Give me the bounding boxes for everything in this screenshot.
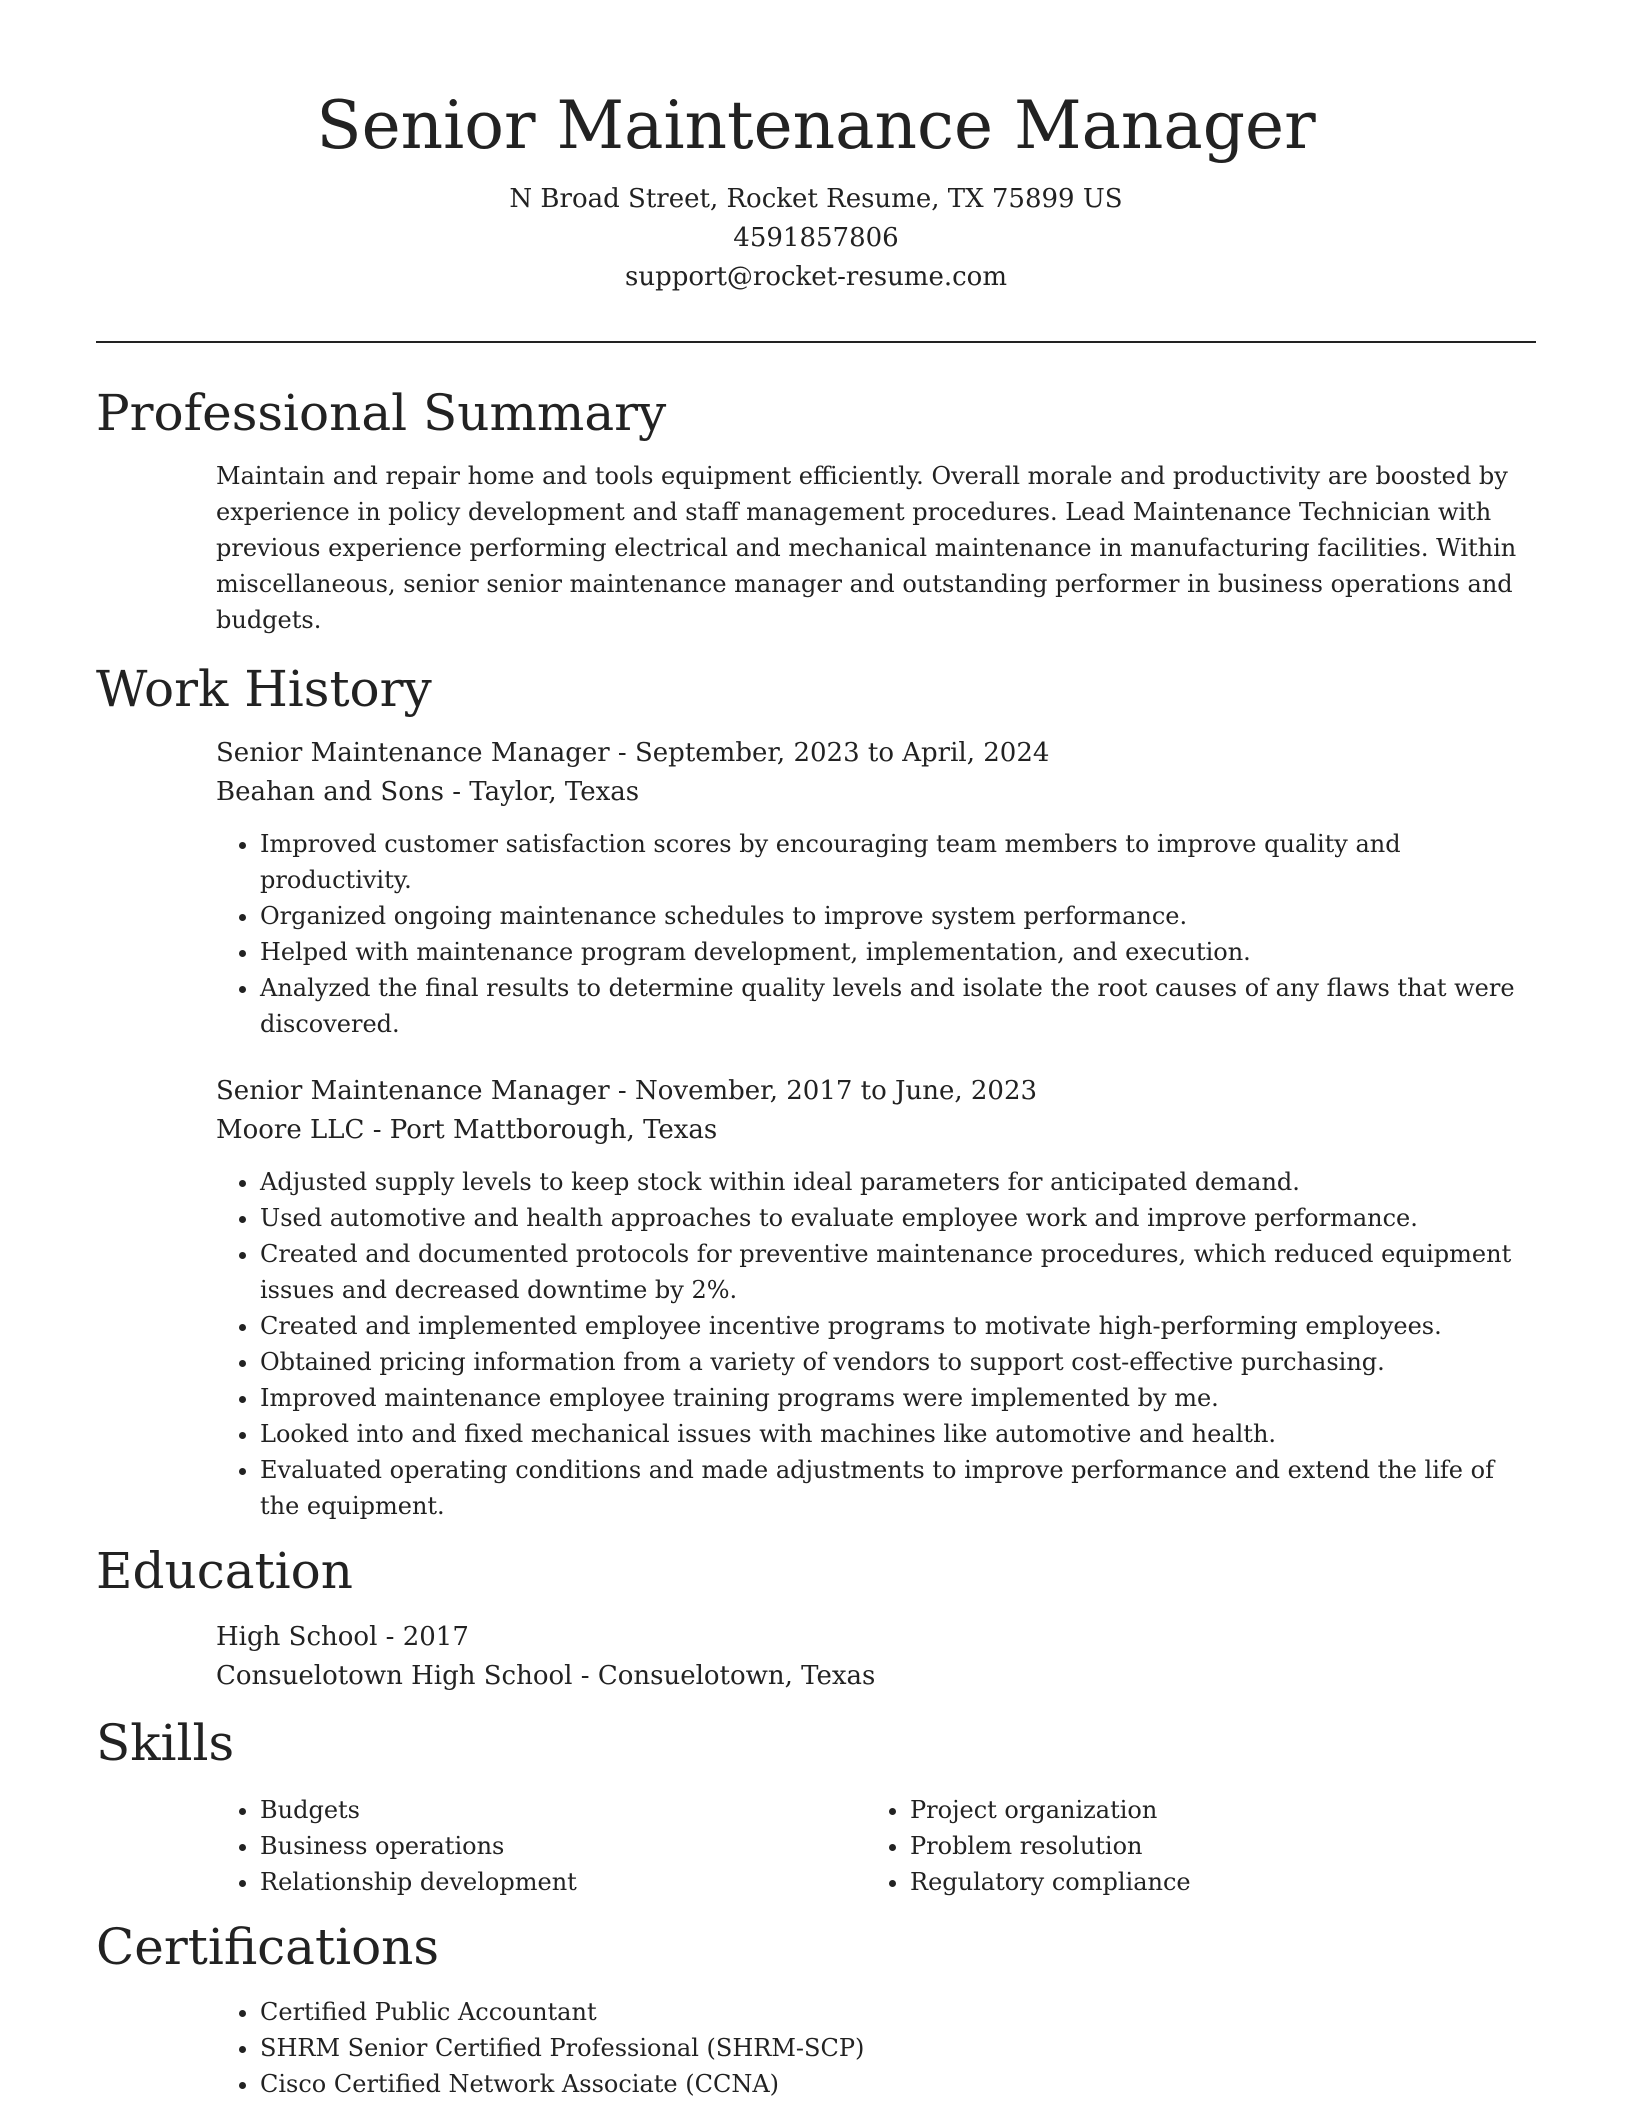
certifications-list [216, 1994, 1536, 2102]
job-company-line [216, 1111, 1536, 1150]
job-company: Beahan and Sons [216, 777, 444, 807]
candidate-name: Senior Maintenance Manager [316, 87, 1316, 164]
section-education [96, 1538, 1536, 1696]
contact-phone: 4591857806 [733, 223, 899, 253]
header-divider [96, 341, 1536, 343]
list-item: • Created and documented protocols for preventive maintenance procedures, which reduced equipment issues and decreased downtime by 2%. [260, 1236, 1536, 1308]
section-title-summary: Professional Summary [96, 384, 667, 442]
contact-email: support@rocket-resume.com [624, 262, 1007, 292]
job-role-line [216, 1072, 1536, 1111]
list-item: • SHRM Senior Certified Professional (SHRM-SCP) [260, 2030, 1536, 2066]
resume-header [0, 0, 1632, 297]
list-item: • Cisco Certified Network Associate (CCNA) [260, 2066, 1536, 2102]
summary-text: Maintain and repair home and tools equipment efficiently. Overall morale and productivity are boosted by experience in policy development and staff management procedures. Lead Maintenance Technician with previous experience performing electrical and mechanical maintenance in manufacturing facilities. Within miscellaneous, senior senior maintenance manager and outstanding performer in business operations and budgets. [216, 462, 1517, 634]
list-item: • Obtained pricing information from a variety of vendors to support cost-effective purchasing. [260, 1344, 1536, 1380]
resume-body [96, 380, 1536, 2116]
list-item: • Improved maintenance employee training programs were implemented by me. [260, 1380, 1536, 1416]
contact-block [0, 180, 1632, 297]
job-role: Senior Maintenance Manager [216, 738, 610, 768]
education-year: 2017 [402, 1622, 469, 1652]
job-dates: November, 2017 to June, 2023 [634, 1076, 1038, 1106]
list-item: • Created and implemented employee incentive programs to motivate high-performing employees. [260, 1308, 1536, 1344]
job-company-line [216, 773, 1536, 812]
job-dates: September, 2023 to April, 2024 [634, 738, 1050, 768]
job-bullets [216, 826, 1536, 1042]
job-separator: - [609, 1076, 635, 1106]
education-degree: High School [216, 1622, 378, 1652]
list-item: • Analyzed the final results to determine quality levels and isolate the root causes of any flaws that were discovered. [260, 970, 1536, 1042]
education-degree-line [216, 1618, 1536, 1657]
list-item: • Relationship development [260, 1864, 866, 1900]
list-item: • Used automotive and health approaches to evaluate employee work and improve performance. [260, 1200, 1536, 1236]
section-title-work-history: Work History [96, 660, 432, 718]
section-summary [96, 380, 1536, 638]
list-item: • Improved customer satisfaction scores by encouraging team members to improve quality and productivity. [260, 826, 1536, 898]
list-item: • Looked into and fixed mechanical issues with machines like automotive and health. [260, 1416, 1536, 1452]
list-item: • Problem resolution [910, 1828, 1516, 1864]
section-title-certifications: Certifications [96, 1918, 440, 1976]
job-location: Taylor, Texas [469, 777, 640, 807]
job-bullets [216, 1164, 1536, 1524]
job-role-line [216, 734, 1536, 773]
skills-column-right [866, 1776, 1516, 1900]
skills-column-left [216, 1776, 866, 1900]
job-role: Senior Maintenance Manager [216, 1076, 610, 1106]
education-location: Consuelotown, Texas [597, 1661, 876, 1691]
job-location: Port Mattborough, Texas [389, 1115, 718, 1145]
list-item: • Budgets [260, 1792, 866, 1828]
list-item: • Evaluated operating conditions and made adjustments to improve performance and extend the life of the equipment. [260, 1452, 1536, 1524]
section-skills [96, 1710, 1536, 1900]
job-entry [216, 1072, 1536, 1524]
skills-grid [216, 1776, 1536, 1900]
job-entry [216, 734, 1536, 1042]
job-company: Moore LLC [216, 1115, 365, 1145]
list-item: • Adjusted supply levels to keep stock within ideal parameters for anticipated demand. [260, 1164, 1536, 1200]
education-separator: - [377, 1622, 403, 1652]
list-item: • Organized ongoing maintenance schedules to improve system performance. [260, 898, 1536, 934]
education-school: Consuelotown High School [216, 1661, 573, 1691]
education-separator: - [572, 1661, 598, 1691]
list-item: • Project organization [910, 1792, 1516, 1828]
job-separator: - [443, 777, 470, 807]
contact-address: N Broad Street, Rocket Resume, TX 75899 US [509, 184, 1123, 214]
job-separator: - [364, 1115, 390, 1145]
section-work-history [96, 656, 1536, 1524]
list-item: • Business operations [260, 1828, 866, 1864]
section-certifications [96, 1914, 1536, 2102]
list-item: • Certified Public Accountant [260, 1994, 1536, 2030]
list-item: • Helped with maintenance program development, implementation, and execution. [260, 934, 1536, 970]
list-item: • Regulatory compliance [910, 1864, 1516, 1900]
section-title-skills: Skills [96, 1714, 235, 1772]
education-school-line [216, 1657, 1536, 1696]
job-separator: - [609, 738, 635, 768]
section-title-education: Education [96, 1542, 353, 1600]
